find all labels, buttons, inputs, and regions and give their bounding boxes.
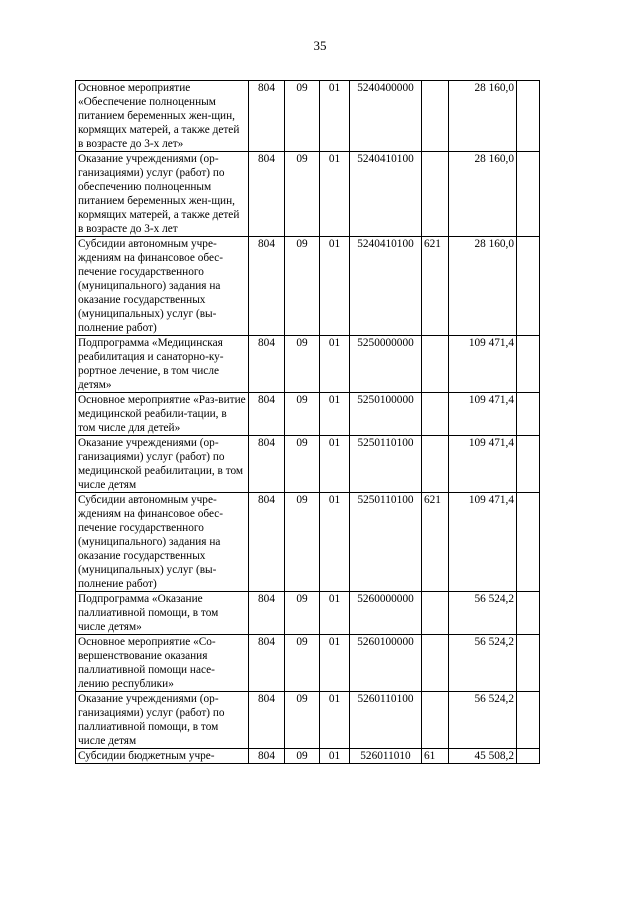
row-sum: 45 508,2 (449, 749, 517, 764)
row-cs: 5250000000 (350, 336, 422, 393)
row-sum: 109 471,4 (449, 393, 517, 436)
row-cs: 526011010 (350, 749, 422, 764)
row-cs: 5240400000 (350, 81, 422, 152)
row-name: Основное мероприятие «Со-вершенствование оказания паллиативной помощи насе-лению республики» (76, 635, 249, 692)
row-rz: 09 (285, 152, 320, 237)
row-empty-cell (517, 436, 540, 493)
row-rz: 09 (285, 635, 320, 692)
row-sum: 56 524,2 (449, 592, 517, 635)
row-rz: 09 (285, 393, 320, 436)
row-vr (422, 692, 449, 749)
table-row (76, 81, 540, 152)
row-gr: 804 (249, 635, 285, 692)
row-pr: 01 (320, 393, 350, 436)
row-empty-cell (517, 592, 540, 635)
table-row (76, 393, 540, 436)
row-name: Оказание учреждениями (ор-ганизациями) услуг (работ) по медицинской реабилитации, в том числе детям (76, 436, 249, 493)
row-name: Подпрограмма «Оказание паллиативной помощи, в том числе детям» (76, 592, 249, 635)
row-rz: 09 (285, 749, 320, 764)
row-rz: 09 (285, 493, 320, 592)
row-name: Оказание учреждениями (ор-ганизациями) услуг (работ) по паллиативной помощи, в том числе детям (76, 692, 249, 749)
row-vr (422, 436, 449, 493)
row-empty-cell (517, 336, 540, 393)
row-name: Субсидии автономным учре-ждениям на финансовое обес-печение государственного (муниципального) задания на оказание государственных (муниципальных) услуг (вы-полнение работ) (76, 237, 249, 336)
row-gr: 804 (249, 436, 285, 493)
budget-table (75, 80, 540, 764)
table-row (76, 436, 540, 493)
row-gr: 804 (249, 493, 285, 592)
row-name: Основное мероприятие «Обеспечение полноценным питанием беременных жен-щин, кормящих матерей, а также детей в возрасте до 3-х лет» (76, 81, 249, 152)
row-vr (422, 393, 449, 436)
row-rz: 09 (285, 237, 320, 336)
table-row (76, 336, 540, 393)
table-body (76, 81, 540, 764)
row-rz: 09 (285, 436, 320, 493)
row-cs: 5260100000 (350, 635, 422, 692)
row-pr: 01 (320, 436, 350, 493)
row-pr: 01 (320, 493, 350, 592)
table-row (76, 692, 540, 749)
row-gr: 804 (249, 336, 285, 393)
row-name: Основное мероприятие «Раз-витие медицинской реабили-тации, в том числе для детей» (76, 393, 249, 436)
row-rz: 09 (285, 81, 320, 152)
row-pr: 01 (320, 81, 350, 152)
row-vr (422, 635, 449, 692)
row-cs: 5250100000 (350, 393, 422, 436)
row-gr: 804 (249, 749, 285, 764)
row-empty-cell (517, 635, 540, 692)
row-rz: 09 (285, 336, 320, 393)
row-rz: 09 (285, 592, 320, 635)
row-pr: 01 (320, 152, 350, 237)
row-vr: 61 (422, 749, 449, 764)
row-cs: 5240410100 (350, 237, 422, 336)
row-sum: 28 160,0 (449, 237, 517, 336)
row-vr: 621 (422, 237, 449, 336)
row-sum: 56 524,2 (449, 692, 517, 749)
table-row (76, 152, 540, 237)
row-gr: 804 (249, 237, 285, 336)
row-pr: 01 (320, 749, 350, 764)
row-cs: 5260110100 (350, 692, 422, 749)
row-empty-cell (517, 393, 540, 436)
row-cs: 5240410100 (350, 152, 422, 237)
row-empty-cell (517, 493, 540, 592)
row-sum: 28 160,0 (449, 81, 517, 152)
table-row (76, 749, 540, 764)
row-empty-cell (517, 749, 540, 764)
row-pr: 01 (320, 635, 350, 692)
table-row (76, 635, 540, 692)
row-gr: 804 (249, 81, 285, 152)
row-name: Оказание учреждениями (ор-ганизациями) услуг (работ) по обеспечению полноценным питанием беременных жен-щин, кормящих матерей, а также детей в возрасте до 3-х лет (76, 152, 249, 237)
row-name: Субсидии автономным учре-ждениям на финансовое обес-печение государственного (муниципального) задания на оказание государственных (муниципальных) услуг (вы-полнение работ) (76, 493, 249, 592)
row-pr: 01 (320, 237, 350, 336)
row-gr: 804 (249, 152, 285, 237)
row-gr: 804 (249, 692, 285, 749)
row-cs: 5250110100 (350, 436, 422, 493)
row-gr: 804 (249, 393, 285, 436)
row-sum: 28 160,0 (449, 152, 517, 237)
row-empty-cell (517, 237, 540, 336)
table-row (76, 237, 540, 336)
row-empty-cell (517, 692, 540, 749)
row-rz: 09 (285, 692, 320, 749)
page-number: 35 (313, 38, 327, 53)
row-pr: 01 (320, 592, 350, 635)
row-vr (422, 152, 449, 237)
row-pr: 01 (320, 692, 350, 749)
row-cs: 5260000000 (350, 592, 422, 635)
row-name: Подпрограмма «Медицинская реабилитация и санаторно-ку-рортное лечение, в том числе детям» (76, 336, 249, 393)
row-empty-cell (517, 152, 540, 237)
row-pr: 01 (320, 336, 350, 393)
row-vr: 621 (422, 493, 449, 592)
row-sum: 56 524,2 (449, 635, 517, 692)
row-name: Субсидии бюджетным учре- (76, 749, 249, 764)
row-vr (422, 336, 449, 393)
table-row (76, 493, 540, 592)
table-row (76, 592, 540, 635)
row-sum: 109 471,4 (449, 493, 517, 592)
row-gr: 804 (249, 592, 285, 635)
row-empty-cell (517, 81, 540, 152)
row-sum: 109 471,4 (449, 436, 517, 493)
row-sum: 109 471,4 (449, 336, 517, 393)
row-vr (422, 81, 449, 152)
row-cs: 5250110100 (350, 493, 422, 592)
row-vr (422, 592, 449, 635)
